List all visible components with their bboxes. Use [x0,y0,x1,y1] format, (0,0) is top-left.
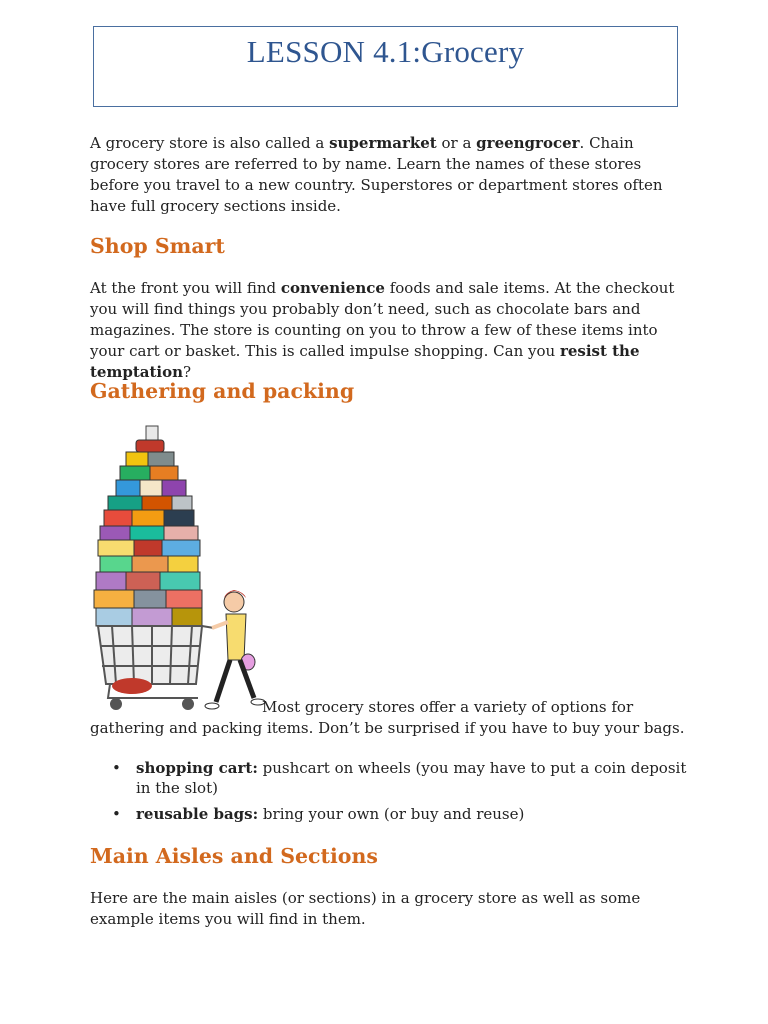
bullet-icon: • [112,759,121,777]
shop-smart-text-3: ? [183,363,192,381]
shop-smart-paragraph [90,278,690,383]
intro-paragraph [90,133,690,217]
woman-graphic [205,590,265,709]
main-aisles-paragraph: Here are the main aisles (or sections) in a grocery store as well as some example items you will find in them. [90,889,641,928]
list-item [110,804,690,824]
term-reusable-bags: reusable bags: [136,805,259,823]
shop-smart-text-2: foods and sale items. At the checkout you will find things you probably don’t need, such as chocolate bars and magazines. The store is counting on you to throw a few of these items into your cart or basket. This is called impulse shopping. Can you [90,279,675,360]
heading-gathering-packing: Gathering and packing [90,379,355,403]
heading-shop-smart: Shop Smart [90,234,225,258]
bullet-desc: pushcart on wheels (you may have to put a coin deposit in the slot) [136,759,687,797]
list-item [110,758,690,798]
intro-text-3: . Chain grocery stores are referred to by name. Learn the names of these stores before you travel to a new country. Superstores or department stores often have full grocery sections inside. [90,134,663,215]
gathering-line-2: gathering and packing items. Don’t be surprised if you have to buy your bags. [90,719,685,737]
gathering-line-1: Most grocery stores offer a variety of options for [262,698,634,716]
term-greengrocer: greengrocer [476,134,580,152]
term-supermarket: supermarket [329,134,437,152]
shopping-cart-illustration [88,422,268,718]
bullet-icon: • [112,805,121,823]
intro-text-2: or a [436,134,477,152]
page-title: LESSON 4.1:Grocery [246,34,525,69]
shop-smart-text-1: At the front you will find [90,279,281,297]
intro-text-1: A grocery store is also called a [90,134,330,152]
term-convenience: convenience [280,279,385,297]
heading-main-aisles: Main Aisles and Sections [90,844,378,868]
title-box [93,26,678,107]
produce-graphic [112,678,152,694]
bullet-list [110,758,690,830]
term-resist-temptation: resist the temptation [90,342,640,381]
cart-graphic [98,626,214,709]
grocery-pile-graphic [94,426,202,626]
term-shopping-cart: shopping cart: [136,759,258,777]
bullet-desc: bring your own (or buy and reuse) [258,805,525,823]
